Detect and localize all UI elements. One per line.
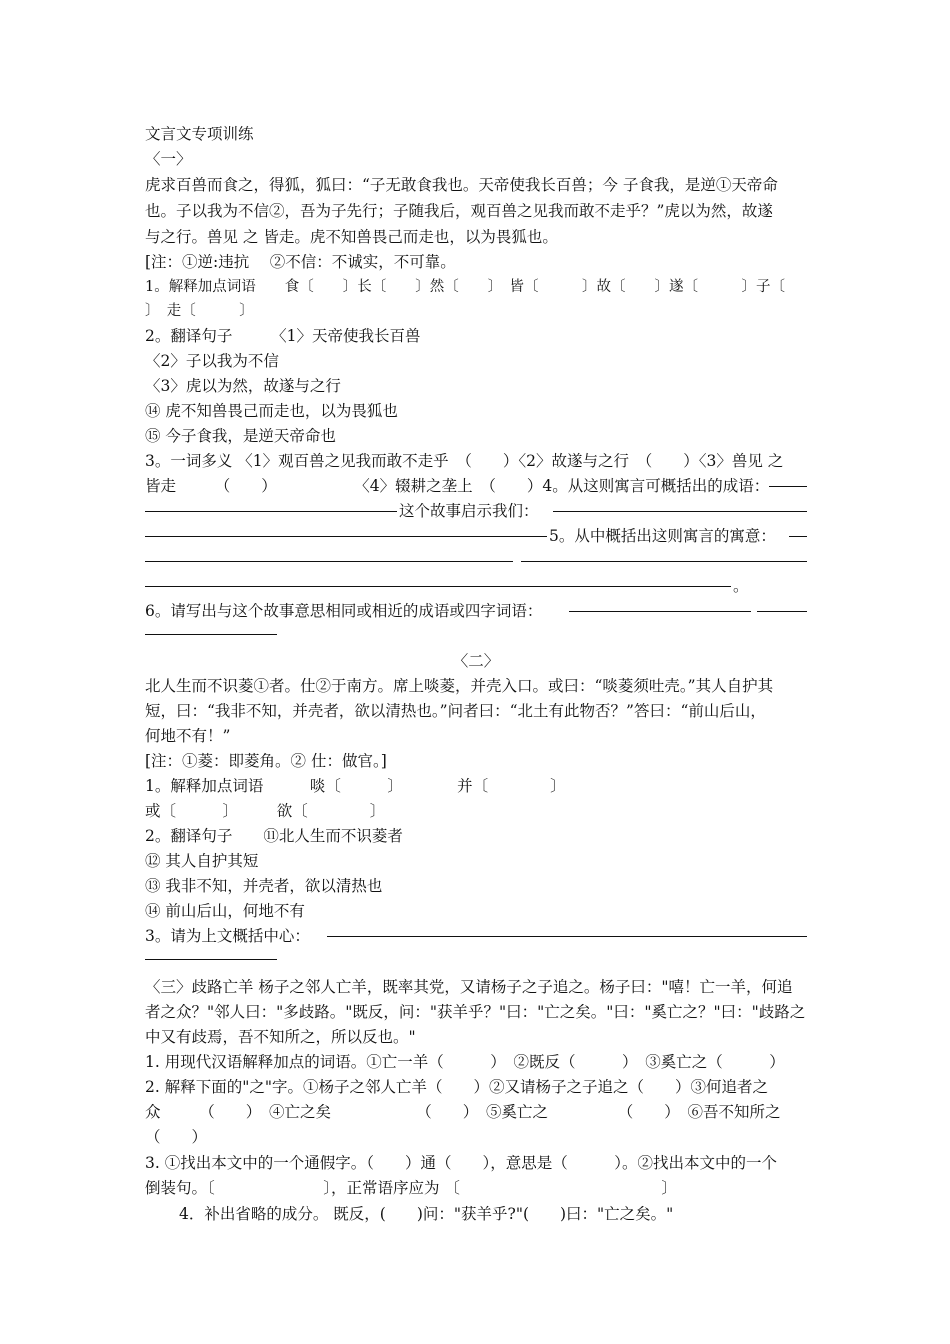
answer-line — [521, 561, 807, 562]
section-two-heading: 〈二〉 — [452, 652, 500, 670]
s2-question-1-cont: 或〔 〕 欲〔 〕 — [145, 802, 386, 820]
passage-two-line-3: 何地不有！” — [145, 727, 231, 745]
passage-one-note: [注：①逆:违抗 ②不信：不诚实，不可靠。 — [145, 253, 456, 271]
answer-line — [145, 959, 277, 960]
passage-one-line-1: 虎求百兽而食之，得狐，狐曰：“子无敢食我也。天帝使我长百兽；今 子食我，是逆①天帝命 — [145, 176, 778, 194]
answer-line — [145, 536, 547, 537]
answer-line — [145, 586, 731, 587]
s3-question-3-cont: 倒装句。〔 〕，正常语序应为 〔 〕 — [145, 1179, 677, 1197]
answer-line — [553, 511, 807, 512]
s1-question-5: 5。从中概括出这则寓言的寓意： — [549, 527, 776, 545]
s2-question-2-item-4: ⑭ 前山后山，何地不有 — [145, 902, 305, 920]
s2-question-3: 3。请为上文概括中心： — [145, 927, 310, 945]
s1-question-1-cont: 〕 走〔 〕 — [145, 303, 254, 319]
answer-line — [769, 486, 807, 487]
passage-three-line-2: 者之众？"邻人曰："多歧路。"既反，问："获羊乎？"曰："亡之矣。"曰："奚亡之？"曰："歧路之 — [145, 1003, 806, 1021]
page-title: 文言文专项训练 — [145, 125, 254, 143]
section-one-heading: 〈一〉 — [145, 150, 192, 168]
s3-question-2-cont: 众 （ ） ④亡之矣 （ ） ⑤奚亡之 （ ） ⑥吾不知所之 — [145, 1103, 781, 1121]
answer-line — [145, 561, 513, 562]
s1-question-2-item-5: ⑮ 今子食我，是逆天帝命也 — [145, 427, 336, 445]
s3-question-3: 3. ①找出本文中的一个通假字。（ ）通（ ），意思是（ ）。②找出本文中的一个 — [145, 1154, 777, 1172]
s1-question-2: 2。翻译句子 〈1〉天帝使我长百兽 — [145, 327, 421, 345]
s3-question-2: 2. 解释下面的"之"字。①杨子之邻人亡羊（ ）②又请杨子之子追之（ ）③何追者之 — [145, 1078, 768, 1096]
s1-question-2-item-3: 〈3〉虎以为然，故遂与之行 — [145, 377, 341, 395]
s1-question-3: 3。一词多义 〈1〉观百兽之见我而敢不走乎 （ ）〈2〉故遂与之行 （ ）〈3〉兽见 之 — [145, 452, 784, 470]
s1-question-2-item-4: ⑭ 虎不知兽畏己而走也，以为畏狐也 — [145, 402, 398, 420]
passage-one-line-3: 与之行。兽见 之 皆走。虎不知兽畏己而走也，以为畏狐也。 — [145, 228, 558, 246]
answer-line — [789, 536, 807, 537]
passage-two-line-2: 短，曰：“我非不知，并壳者，欲以清热也。”问者曰：“北土有此物否？”答曰：“前山后山， — [145, 702, 766, 720]
answer-line — [569, 611, 751, 612]
s1-period: 。 — [733, 577, 749, 595]
answer-line — [145, 634, 277, 635]
s2-question-2-item-3: ⑬ 我非不知，并壳者，欲以清热也 — [145, 877, 383, 895]
passage-three-line-3: 中又有歧焉，吾不知所之，所以反也。" — [145, 1028, 416, 1046]
answer-line — [757, 611, 807, 612]
s1-question-6: 6。请写出与这个故事意思相同或相近的成语或四字词语： — [145, 602, 543, 620]
passage-two-line-1: 北人生而不识菱①者。仕②于南方。席上啖菱，并壳入口。或曰：“啖菱须吐壳。”其人自护其 — [145, 677, 774, 695]
answer-line — [145, 511, 397, 512]
s1-lesson-prompt: 这个故事启示我们： — [399, 502, 539, 520]
s2-question-2: 2。翻译句子 ⑪北人生而不识菱者 — [145, 827, 403, 845]
s2-question-1: 1。解释加点词语 啖〔 〕 并〔 〕 — [145, 777, 566, 795]
s2-question-2-item-2: ⑫ 其人自护其短 — [145, 852, 259, 870]
answer-line — [327, 936, 807, 937]
s1-question-2-item-2: 〈2〉子以我为不信 — [145, 352, 279, 370]
s3-question-2-end: （ ） — [145, 1128, 208, 1146]
s3-question-1: 1. 用现代汉语解释加点的词语。①亡一羊（ ） ②既反（ ） ③奚亡之（ ） — [145, 1053, 785, 1071]
s1-question-3-4: 皆走 （ ） 〈4〉辍耕之垄上 （ ）4。从这则寓言可概括出的成语： — [145, 477, 770, 495]
s3-question-4: 4．补出省略的成分。 既反，( )问："获羊乎?"( )曰："亡之矣。" — [179, 1205, 674, 1223]
passage-three-line-1: 〈三〉歧路亡羊 杨子之邻人亡羊，既率其党，又请杨子之子追之。杨子曰："嘻！亡一羊，何追 — [145, 978, 793, 996]
passage-two-note: [注：①菱：即菱角。② 仕：做官。] — [145, 752, 387, 770]
s1-question-1: 1。解释加点词语 食〔 〕长〔 〕然〔 〕 皆〔 〕故〔 〕遂〔 〕子〔 — [145, 279, 785, 295]
passage-one-line-2: 也。子以我为不信②，吾为子先行；子随我后，观百兽之见我而敢不走乎？”虎以为然，故遂 — [145, 202, 773, 220]
